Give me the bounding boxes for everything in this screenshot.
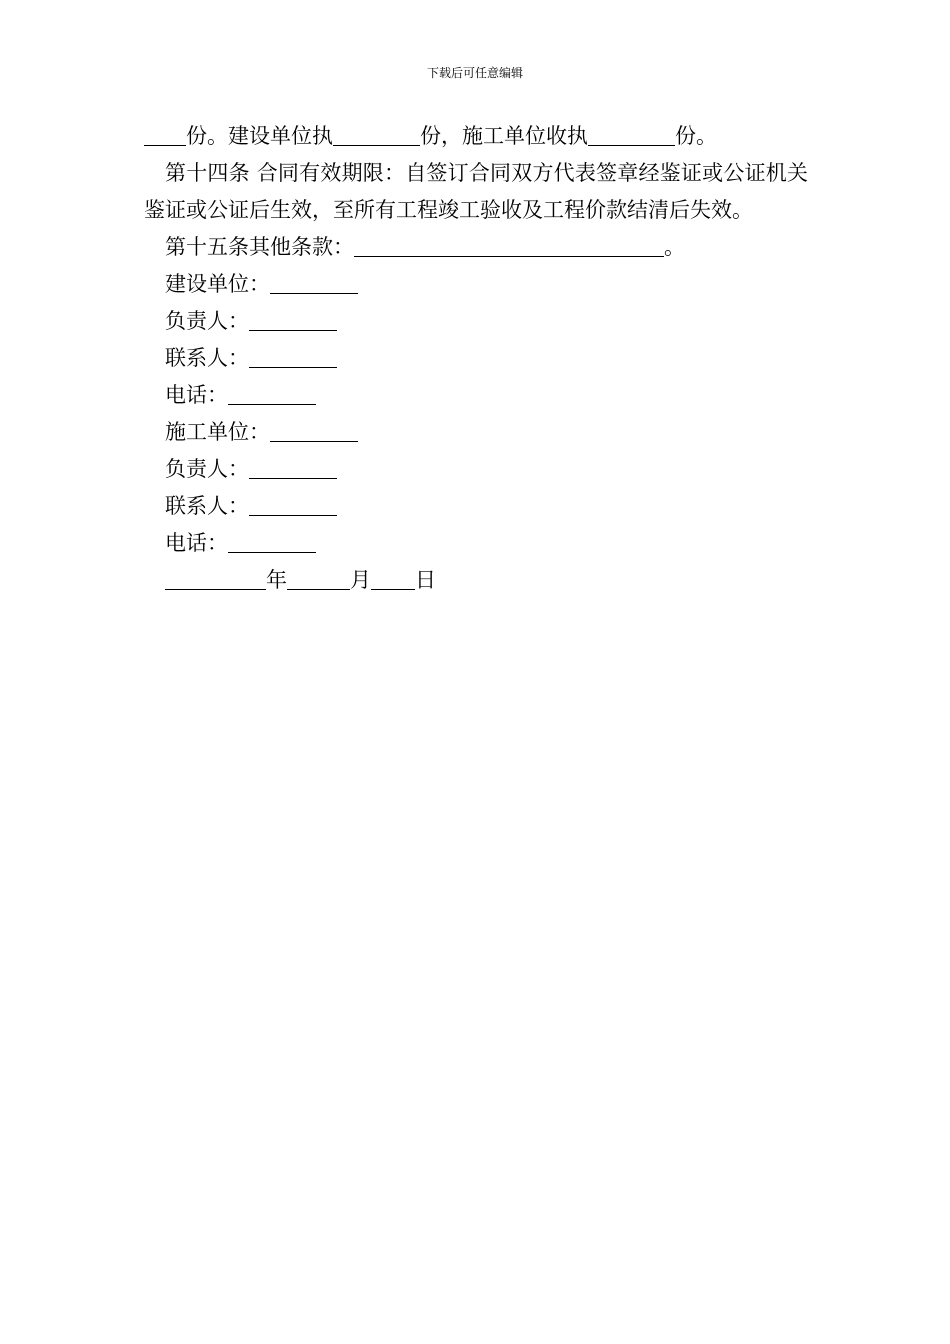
- page-header: 下载后可任意编辑: [426, 66, 523, 80]
- party-b-unit-line: [144, 414, 808, 451]
- party-b-contact-label: 联系人：: [165, 494, 249, 518]
- article-15: [144, 229, 808, 266]
- party-b-contact-blank[interactable]: [249, 493, 337, 516]
- party-a-contact-blank[interactable]: [249, 345, 337, 368]
- party-b-unit-blank[interactable]: [270, 419, 358, 442]
- party-b-contact-line: [144, 488, 808, 525]
- month-blank[interactable]: [287, 567, 350, 590]
- copies-contractor-blank[interactable]: [588, 123, 675, 146]
- copies-text-2: 份，施工单位收执: [420, 124, 588, 148]
- party-a-head-blank[interactable]: [249, 308, 337, 331]
- month-label: 月: [350, 568, 371, 592]
- article-15-label: 第十五条其他条款：: [165, 235, 354, 259]
- party-a-unit-blank[interactable]: [270, 271, 358, 294]
- party-a-phone-label: 电话：: [165, 383, 228, 407]
- party-a-contact-line: [144, 340, 808, 377]
- party-b-phone-line: [144, 525, 808, 562]
- party-a-phone-line: [144, 377, 808, 414]
- year-label: 年: [266, 568, 287, 592]
- copies-owner-blank[interactable]: [333, 123, 420, 146]
- party-a-contact-label: 联系人：: [165, 346, 249, 370]
- party-b-phone-blank[interactable]: [228, 530, 316, 553]
- party-a-head-label: 负责人：: [165, 309, 249, 333]
- party-a-unit-line: [144, 266, 808, 303]
- copies-text-1: 份。建设单位执: [186, 124, 333, 148]
- day-blank[interactable]: [371, 567, 415, 590]
- year-blank[interactable]: [165, 567, 266, 590]
- copies-total-blank[interactable]: [144, 123, 186, 146]
- party-b-head-label: 负责人：: [165, 457, 249, 481]
- party-b-unit-label: 施工单位：: [165, 420, 270, 444]
- article-14: 第十四条 合同有效期限：自签订合同双方代表签章经鉴证或公证机关鉴证或公证后生效，至所有工程竣工验收及工程价款结清后失效。: [144, 161, 808, 222]
- article-15-end: 。: [664, 235, 685, 259]
- day-label: 日: [415, 568, 436, 592]
- copies-line: [144, 118, 808, 155]
- party-b-head-line: [144, 451, 808, 488]
- party-a-head-line: [144, 303, 808, 340]
- party-a-unit-label: 建设单位：: [165, 272, 270, 296]
- party-b-phone-label: 电话：: [165, 531, 228, 555]
- article-15-blank[interactable]: [354, 234, 664, 257]
- document-body: [144, 118, 808, 599]
- party-a-phone-blank[interactable]: [228, 382, 316, 405]
- copies-text-3: 份。: [675, 124, 717, 148]
- party-b-head-blank[interactable]: [249, 456, 337, 479]
- date-line: [144, 562, 808, 599]
